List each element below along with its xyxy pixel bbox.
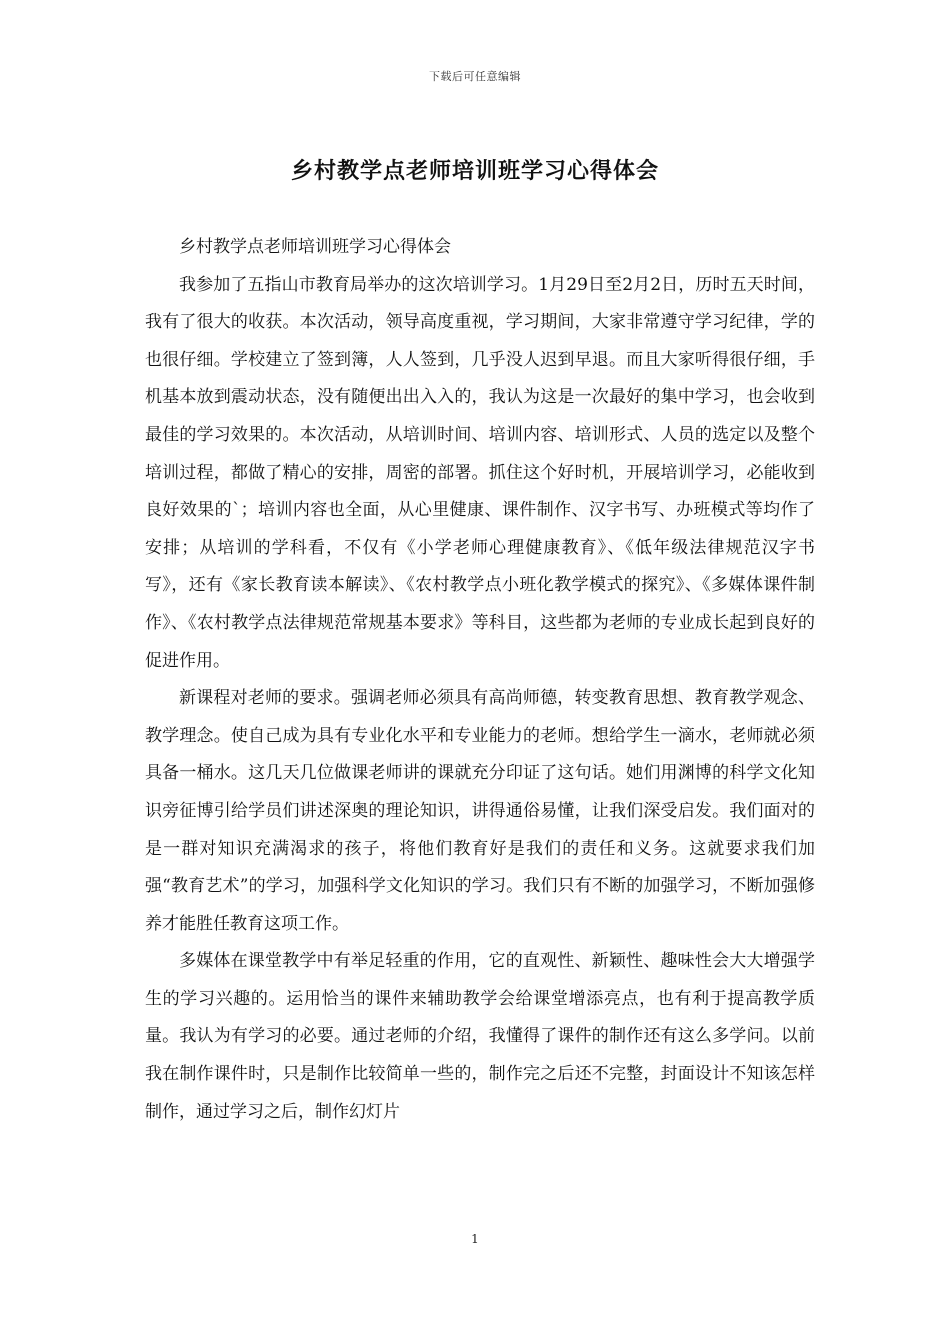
body-paragraph: 新课程对老师的要求。强调老师必须具有高尚师德，转变教育思想、教育教学观念、教学理念。使自己成为具有专业化水平和专业能力的老师。想给学生一滴水，老师就必须具备一桶水。这几天几位做课老师讲的课就充分印证了这句话。她们用渊博的科学文化知识旁征博引给学员们讲述深奥的理论知识，讲得通俗易懂，让我们深受启发。我们面对的是一群对知识充满渴求的孩子，将他们教育好是我们的责任和义务。这就要求我们加强“教育艺术”的学习，加强科学文化知识的学习。我们只有不断的加强学习，不断加强修养才能胜任教育这项工作。 <box>145 688 815 934</box>
body-paragraph: 多媒体在课堂教学中有举足轻重的作用，它的直观性、新颖性、趣味性会大大增强学生的学习兴趣的。运用恰当的课件来辅助教学会给课堂增添亮点，也有利于提高教学质量。我认为有学习的必要。通过老师的介绍，我懂得了课件的制作还有这么多学问。以前我在制作课件时，只是制作比较简单一些的，制作完之后还不完整，封面设计不知该怎样制作，通过学习之后，制作幻灯片 <box>145 951 815 1122</box>
document-body <box>145 229 815 1131</box>
body-paragraph-subtitle: 乡村教学点老师培训班学习心得体会 <box>179 237 451 257</box>
page-number: 1 <box>471 1232 479 1246</box>
header-note: 下载后可任意编辑 <box>429 70 521 83</box>
document-title: 乡村教学点老师培训班学习心得体会 <box>290 158 659 184</box>
body-paragraph: 我参加了五指山市教育局举办的这次培训学习。1月29日至2月2日，历时五天时间，我有了很大的收获。本次活动，领导高度重视，学习期间，大家非常遵守学习纪律，学的也很仔细。学校建立了签到簿，人人签到，几乎没人迟到早退。而且大家听得很仔细，手机基本放到震动状态，没有随便出出入入的，我认为这是一次最好的集中学习，也会收到最佳的学习效果的。本次活动，从培训时间、培训内容、培训形式、人员的选定以及整个培训过程，都做了精心的安排，周密的部署。抓住这个好时机，开展培训学习，必能收到良好效果的`；培训内容也全面，从心里健康、课件制作、汉字书写、办班模式等均作了安排；从培训的学科看，不仅有《小学老师心理健康教育》、《低年级法律规范汉字书写》，还有《家长教育读本解读》、《农村教学点小班化教学模式的探究》、《多媒体课件制作》、《农村教学点法律规范常规基本要求》等科目，这些都为老师的专业成长起到良好的促进作用。 <box>145 274 815 671</box>
